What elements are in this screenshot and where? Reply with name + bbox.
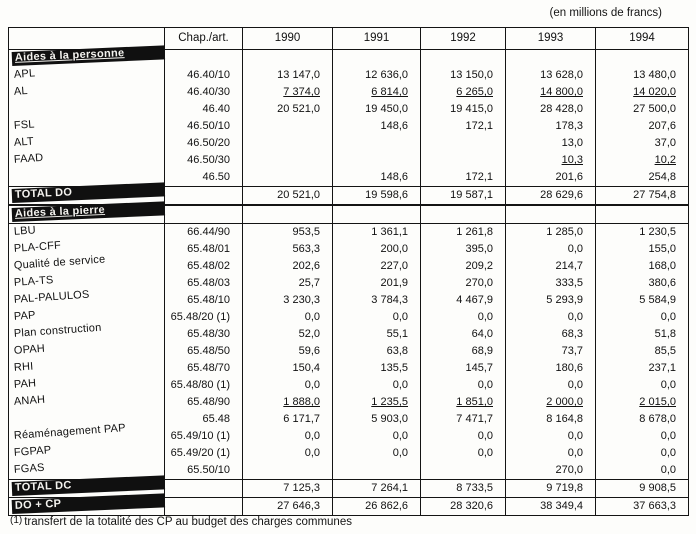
col-header-chap-art: Chap./art. [165,28,243,50]
row-value-1993: 9 719,8 [506,480,596,498]
row-value-1991: 1 235,5 [333,394,421,411]
row-label: Aides à la pierre [12,201,165,222]
row-value-1993: 8 164,8 [506,411,596,428]
row-label: Qualité de service [13,253,106,272]
table-row [9,445,689,462]
row-value-1993: 214,7 [506,258,596,275]
row-value-1990: 59,6 [243,343,333,360]
table-row [9,187,689,206]
row-value-1990 [243,135,333,152]
row-chap-art: 65.48/20 (1) [165,309,243,326]
table-body [9,46,689,516]
row-value-1991 [333,462,421,480]
row-value-1994 [596,50,689,68]
table-row [9,292,689,309]
row-label: Plan construction [13,321,102,340]
row-value-1992: 68,9 [421,343,506,360]
row-value-1991: 1 361,1 [333,224,421,242]
row-chap-art: 65.48/90 [165,394,243,411]
row-value-1993: 0,0 [506,428,596,445]
row-value-1990 [243,462,333,480]
row-value-1993: 0,0 [506,241,596,258]
row-value-1992 [421,462,506,480]
row-label: ANAH [13,393,46,408]
row-label: PLA-TS [13,274,54,289]
row-chap-art: 65.49/20 (1) [165,445,243,462]
budget-table [8,27,689,516]
col-header-1993: 1993 [506,28,596,50]
row-chap-art: 46.40 [165,101,243,118]
row-value-1993: 28 428,0 [506,101,596,118]
row-value-1994: 0,0 [596,445,689,462]
row-value-1993 [506,205,596,224]
row-value-1993: 5 293,9 [506,292,596,309]
row-label: TOTAL DC [12,475,165,496]
row-chap-art: 65.48/02 [165,258,243,275]
row-value-1992: 19 415,0 [421,101,506,118]
row-value-1993: 1 285,0 [506,224,596,242]
row-value-1990: 20 521,0 [243,187,333,206]
row-label: PAL-PALULOS [13,288,90,306]
row-value-1994: 37,0 [596,135,689,152]
row-value-1994: 380,6 [596,275,689,292]
row-value-1991: 200,0 [333,241,421,258]
row-label: Aides à la personne [12,45,165,66]
table-row [9,152,689,169]
row-chap-art [165,205,243,224]
row-value-1992 [421,50,506,68]
row-label: OPAH [13,342,46,357]
row-value-1992: 0,0 [421,428,506,445]
row-value-1993: 0,0 [506,377,596,394]
table-row [9,50,689,68]
col-header-1991: 1991 [333,28,421,50]
table-row [9,118,689,135]
row-value-1994: 0,0 [596,428,689,445]
row-value-1994: 1 230,5 [596,224,689,242]
row-label: PLA-CFF [13,239,62,255]
row-value-1992: 64,0 [421,326,506,343]
row-chap-art: 65.49/10 (1) [165,428,243,445]
table-row [9,275,689,292]
row-value-1992: 4 467,9 [421,292,506,309]
row-value-1992: 7 471,7 [421,411,506,428]
row-value-1990: 7 374,0 [243,84,333,101]
row-value-1990: 20 521,0 [243,101,333,118]
row-value-1993: 13 628,0 [506,67,596,84]
row-value-1991: 201,9 [333,275,421,292]
row-value-1992: 13 150,0 [421,67,506,84]
row-value-1990: 3 230,3 [243,292,333,309]
row-value-1990: 52,0 [243,326,333,343]
row-value-1994: 37 663,3 [596,498,689,516]
units-note: (en millions de francs) [549,7,662,19]
row-value-1991: 19 598,6 [333,187,421,206]
row-label: AL [13,84,29,98]
row-value-1993 [506,50,596,68]
row-chap-art: 46.50/20 [165,135,243,152]
row-value-1990: 0,0 [243,309,333,326]
row-value-1990 [243,152,333,169]
row-value-1990: 0,0 [243,428,333,445]
row-value-1994: 254,8 [596,169,689,187]
row-value-1990: 1 888,0 [243,394,333,411]
row-value-1994: 0,0 [596,377,689,394]
row-value-1991 [333,135,421,152]
row-value-1993: 68,3 [506,326,596,343]
row-value-1990 [243,169,333,187]
row-value-1992: 0,0 [421,445,506,462]
row-value-1990: 953,5 [243,224,333,242]
row-chap-art: 65.48 [165,411,243,428]
row-value-1990 [243,118,333,135]
footnote-text: transfert de la totalité des CP au budget des charges communes [24,516,352,528]
table-row [9,326,689,343]
row-value-1993: 0,0 [506,445,596,462]
footnote [10,515,352,528]
row-value-1992: 0,0 [421,309,506,326]
table-row [9,377,689,394]
row-chap-art: 65.48/30 [165,326,243,343]
row-label: FGAS [13,461,45,476]
row-value-1991: 12 636,0 [333,67,421,84]
row-value-1990: 563,3 [243,241,333,258]
row-value-1992 [421,152,506,169]
row-value-1993: 180,6 [506,360,596,377]
table-row [9,258,689,275]
col-header-1990: 1990 [243,28,333,50]
row-chap-art: 65.48/70 [165,360,243,377]
row-value-1992: 145,7 [421,360,506,377]
row-value-1991 [333,50,421,68]
row-value-1993: 0,0 [506,309,596,326]
row-value-1991 [333,152,421,169]
row-value-1994: 14 020,0 [596,84,689,101]
row-value-1991: 148,6 [333,169,421,187]
row-value-1993: 13,0 [506,135,596,152]
row-value-1994: 2 015,0 [596,394,689,411]
row-chap-art: 65.50/10 [165,462,243,480]
row-value-1991: 0,0 [333,428,421,445]
row-value-1992: 6 265,0 [421,84,506,101]
table-row [9,309,689,326]
row-chap-art: 66.44/90 [165,224,243,242]
row-chap-art [165,187,243,206]
row-label: DO + CP [12,493,165,514]
table-row [9,498,689,516]
row-value-1994: 0,0 [596,309,689,326]
row-value-1991: 227,0 [333,258,421,275]
row-value-1994: 85,5 [596,343,689,360]
row-value-1994 [596,205,689,224]
row-value-1992: 8 733,5 [421,480,506,498]
row-chap-art: 65.48/10 [165,292,243,309]
row-value-1990: 0,0 [243,445,333,462]
row-value-1994: 27 754,8 [596,187,689,206]
row-value-1991: 0,0 [333,445,421,462]
row-value-1993: 14 800,0 [506,84,596,101]
row-value-1990 [243,50,333,68]
row-value-1994: 51,8 [596,326,689,343]
row-label: FAAD [13,151,44,166]
row-value-1991: 3 784,3 [333,292,421,309]
row-value-1994: 0,0 [596,462,689,480]
row-value-1992: 28 320,6 [421,498,506,516]
row-value-1993: 38 349,4 [506,498,596,516]
row-chap-art: 65.48/01 [165,241,243,258]
row-label: PAP [13,309,37,323]
row-value-1992: 1 851,0 [421,394,506,411]
table-header-row [9,28,689,50]
table-row [9,343,689,360]
table-row [9,67,689,84]
table-row [9,101,689,118]
row-label: APL [13,67,36,81]
row-value-1991: 0,0 [333,377,421,394]
row-value-1990: 0,0 [243,377,333,394]
row-value-1993: 333,5 [506,275,596,292]
table-row [9,205,689,224]
row-value-1991: 19 450,0 [333,101,421,118]
table-row [9,394,689,411]
row-value-1990: 150,4 [243,360,333,377]
row-value-1994: 10,2 [596,152,689,169]
row-chap-art: 46.50/30 [165,152,243,169]
table-row [9,360,689,377]
row-value-1990: 25,7 [243,275,333,292]
row-value-1991: 5 903,0 [333,411,421,428]
row-value-1990: 202,6 [243,258,333,275]
row-chap-art [165,498,243,516]
row-value-1994: 27 500,0 [596,101,689,118]
row-chap-art: 65.48/80 (1) [165,377,243,394]
row-value-1991: 148,6 [333,118,421,135]
row-value-1992 [421,205,506,224]
row-value-1990: 27 646,3 [243,498,333,516]
row-value-1990 [243,205,333,224]
row-value-1993: 10,3 [506,152,596,169]
col-header-1994: 1994 [596,28,689,50]
row-value-1994: 237,1 [596,360,689,377]
row-value-1991: 6 814,0 [333,84,421,101]
row-value-1993: 178,3 [506,118,596,135]
row-chap-art: 65.48/50 [165,343,243,360]
row-label: RHI [13,360,34,374]
row-value-1991: 135,5 [333,360,421,377]
row-value-1992: 0,0 [421,377,506,394]
row-value-1994: 207,6 [596,118,689,135]
row-value-1991: 26 862,6 [333,498,421,516]
row-value-1992: 19 587,1 [421,187,506,206]
table-row [9,135,689,152]
row-value-1994: 155,0 [596,241,689,258]
row-chap-art: 46.40/30 [165,84,243,101]
row-value-1994: 168,0 [596,258,689,275]
footnote-marker: (1) [10,515,23,526]
row-value-1991: 0,0 [333,309,421,326]
row-label: FSL [13,118,36,132]
row-chap-art [165,50,243,68]
table-row [9,224,689,242]
row-value-1993: 270,0 [506,462,596,480]
row-label: LBU [13,224,37,238]
row-value-1991 [333,205,421,224]
row-label: TOTAL DO [12,182,165,203]
row-value-1993: 2 000,0 [506,394,596,411]
row-value-1992: 172,1 [421,169,506,187]
row-label: ALT [13,135,35,149]
col-header-1992: 1992 [421,28,506,50]
row-value-1992: 270,0 [421,275,506,292]
row-value-1992: 1 261,8 [421,224,506,242]
table-row [9,84,689,101]
row-value-1994: 8 678,0 [596,411,689,428]
row-value-1990: 13 147,0 [243,67,333,84]
row-value-1991: 55,1 [333,326,421,343]
row-value-1992: 172,1 [421,118,506,135]
row-value-1992: 209,2 [421,258,506,275]
row-value-1991: 63,8 [333,343,421,360]
row-chap-art: 46.40/10 [165,67,243,84]
row-value-1994: 5 584,9 [596,292,689,309]
row-label: FGPAP [13,444,52,459]
row-value-1991: 7 264,1 [333,480,421,498]
row-label: Réaménagement PAP [13,422,127,442]
row-value-1993: 201,6 [506,169,596,187]
table-row [9,241,689,258]
row-chap-art: 46.50 [165,169,243,187]
table-row [9,428,689,445]
row-chap-art: 65.48/03 [165,275,243,292]
row-value-1994: 9 908,5 [596,480,689,498]
row-value-1990: 7 125,3 [243,480,333,498]
row-chap-art [165,480,243,498]
row-value-1992: 395,0 [421,241,506,258]
row-value-1993: 73,7 [506,343,596,360]
row-value-1994: 13 480,0 [596,67,689,84]
row-value-1993: 28 629,6 [506,187,596,206]
row-value-1990: 6 171,7 [243,411,333,428]
row-chap-art: 46.50/10 [165,118,243,135]
row-value-1992 [421,135,506,152]
row-label: PAH [13,377,37,391]
